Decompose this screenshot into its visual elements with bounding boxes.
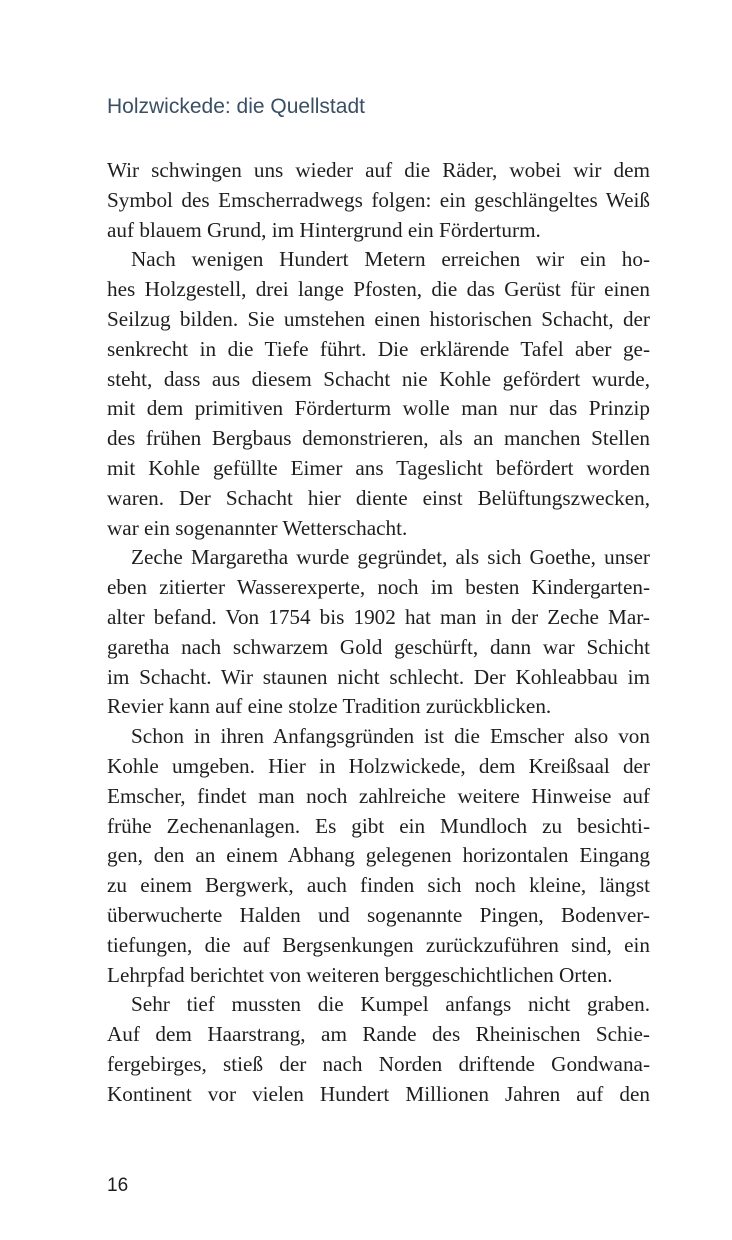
text-line: war ein sogenannter Wetterschacht. (107, 515, 408, 540)
text-line: Kohle umgeben. Hier in Holzwickede, dem Kreißsaal der (107, 753, 650, 778)
text-line: Lehrpfad berichtet von weiteren berggeschichtlichen Orten. (107, 962, 613, 987)
text-line: Seilzug bilden. Sie umstehen einen historischen Schacht, der (107, 306, 650, 331)
text-line: Wir schwingen uns wieder auf die Räder, wobei wir dem (107, 158, 650, 182)
section-heading: Holzwickede: die Quellstadt (107, 95, 365, 118)
text-line: Auf dem Haarstrang, am Rande des Rheinischen Schie- (107, 1022, 650, 1047)
text-line: überwucherte Halden und sogenannte Pingen, Bodenver- (107, 902, 650, 927)
text-line: Symbol des Emscherradwegs folgen: ein geschlängeltes Weiß (107, 187, 650, 212)
body-text (107, 156, 650, 1110)
text-line: im Schacht. Wir staunen nicht schlecht. Der Kohleabbau im (107, 664, 650, 689)
text-line: auf blauem Grund, im Hintergrund ein Förderturm. (107, 217, 541, 242)
text-line: Revier kann auf eine stolze Tradition zurückblicken. (107, 694, 552, 719)
text-line: steht, dass aus diesem Schacht nie Kohle gefördert wurde, (107, 366, 650, 391)
text-line: fergebirges, stieß der nach Norden driftende Gondwana- (107, 1051, 650, 1076)
text-line: senkrecht in die Tiefe führt. Die erklärende Tafel aber ge- (107, 336, 650, 361)
text-line: frühe Zechenanlagen. Es gibt ein Mundloch zu besichti- (107, 813, 650, 838)
text-line: hes Holzgestell, drei lange Pfosten, die das Gerüst für einen (107, 277, 650, 302)
text-line: tiefungen, die auf Bergsenkungen zurückzuführen sind, ein (107, 932, 650, 957)
text-line: Kontinent vor vielen Hundert Millionen Jahren auf den (107, 1081, 650, 1106)
text-line: mit Kohle gefüllte Eimer ans Tageslicht befördert worden (107, 455, 650, 480)
text-line: mit dem primitiven Förderturm wolle man nur das Prinzip (107, 396, 650, 421)
text-line: eben zitierter Wasserexperte, noch im besten Kindergarten- (107, 575, 650, 600)
page-number: 16 (107, 1175, 129, 1196)
text-line: Emscher, findet man noch zahlreiche weitere Hinweise auf (107, 783, 650, 808)
text-line: des frühen Bergbaus demonstrieren, als an manchen Stellen (107, 426, 650, 451)
text-line: Schon in ihren Anfangsgründen ist die Emscher also von (131, 724, 650, 749)
text-line: gen, den an einem Abhang gelegenen horizontalen Eingang (107, 843, 650, 868)
text-line: Sehr tief mussten die Kumpel anfangs nicht graben. (131, 992, 650, 1017)
text-line: waren. Der Schacht hier diente einst Belüftungszwecken, (107, 485, 650, 510)
text-line: Zeche Margaretha wurde gegründet, als sich Goethe, unser (131, 545, 650, 570)
text-line: alter befand. Von 1754 bis 1902 hat man in der Zeche Mar- (107, 604, 650, 629)
text-line: zu einem Bergwerk, auch finden sich noch kleine, längst (107, 873, 650, 898)
text-line: Nach wenigen Hundert Metern erreichen wir ein ho- (131, 247, 650, 272)
text-line: garetha nach schwarzem Gold geschürft, dann war Schicht (107, 634, 650, 659)
